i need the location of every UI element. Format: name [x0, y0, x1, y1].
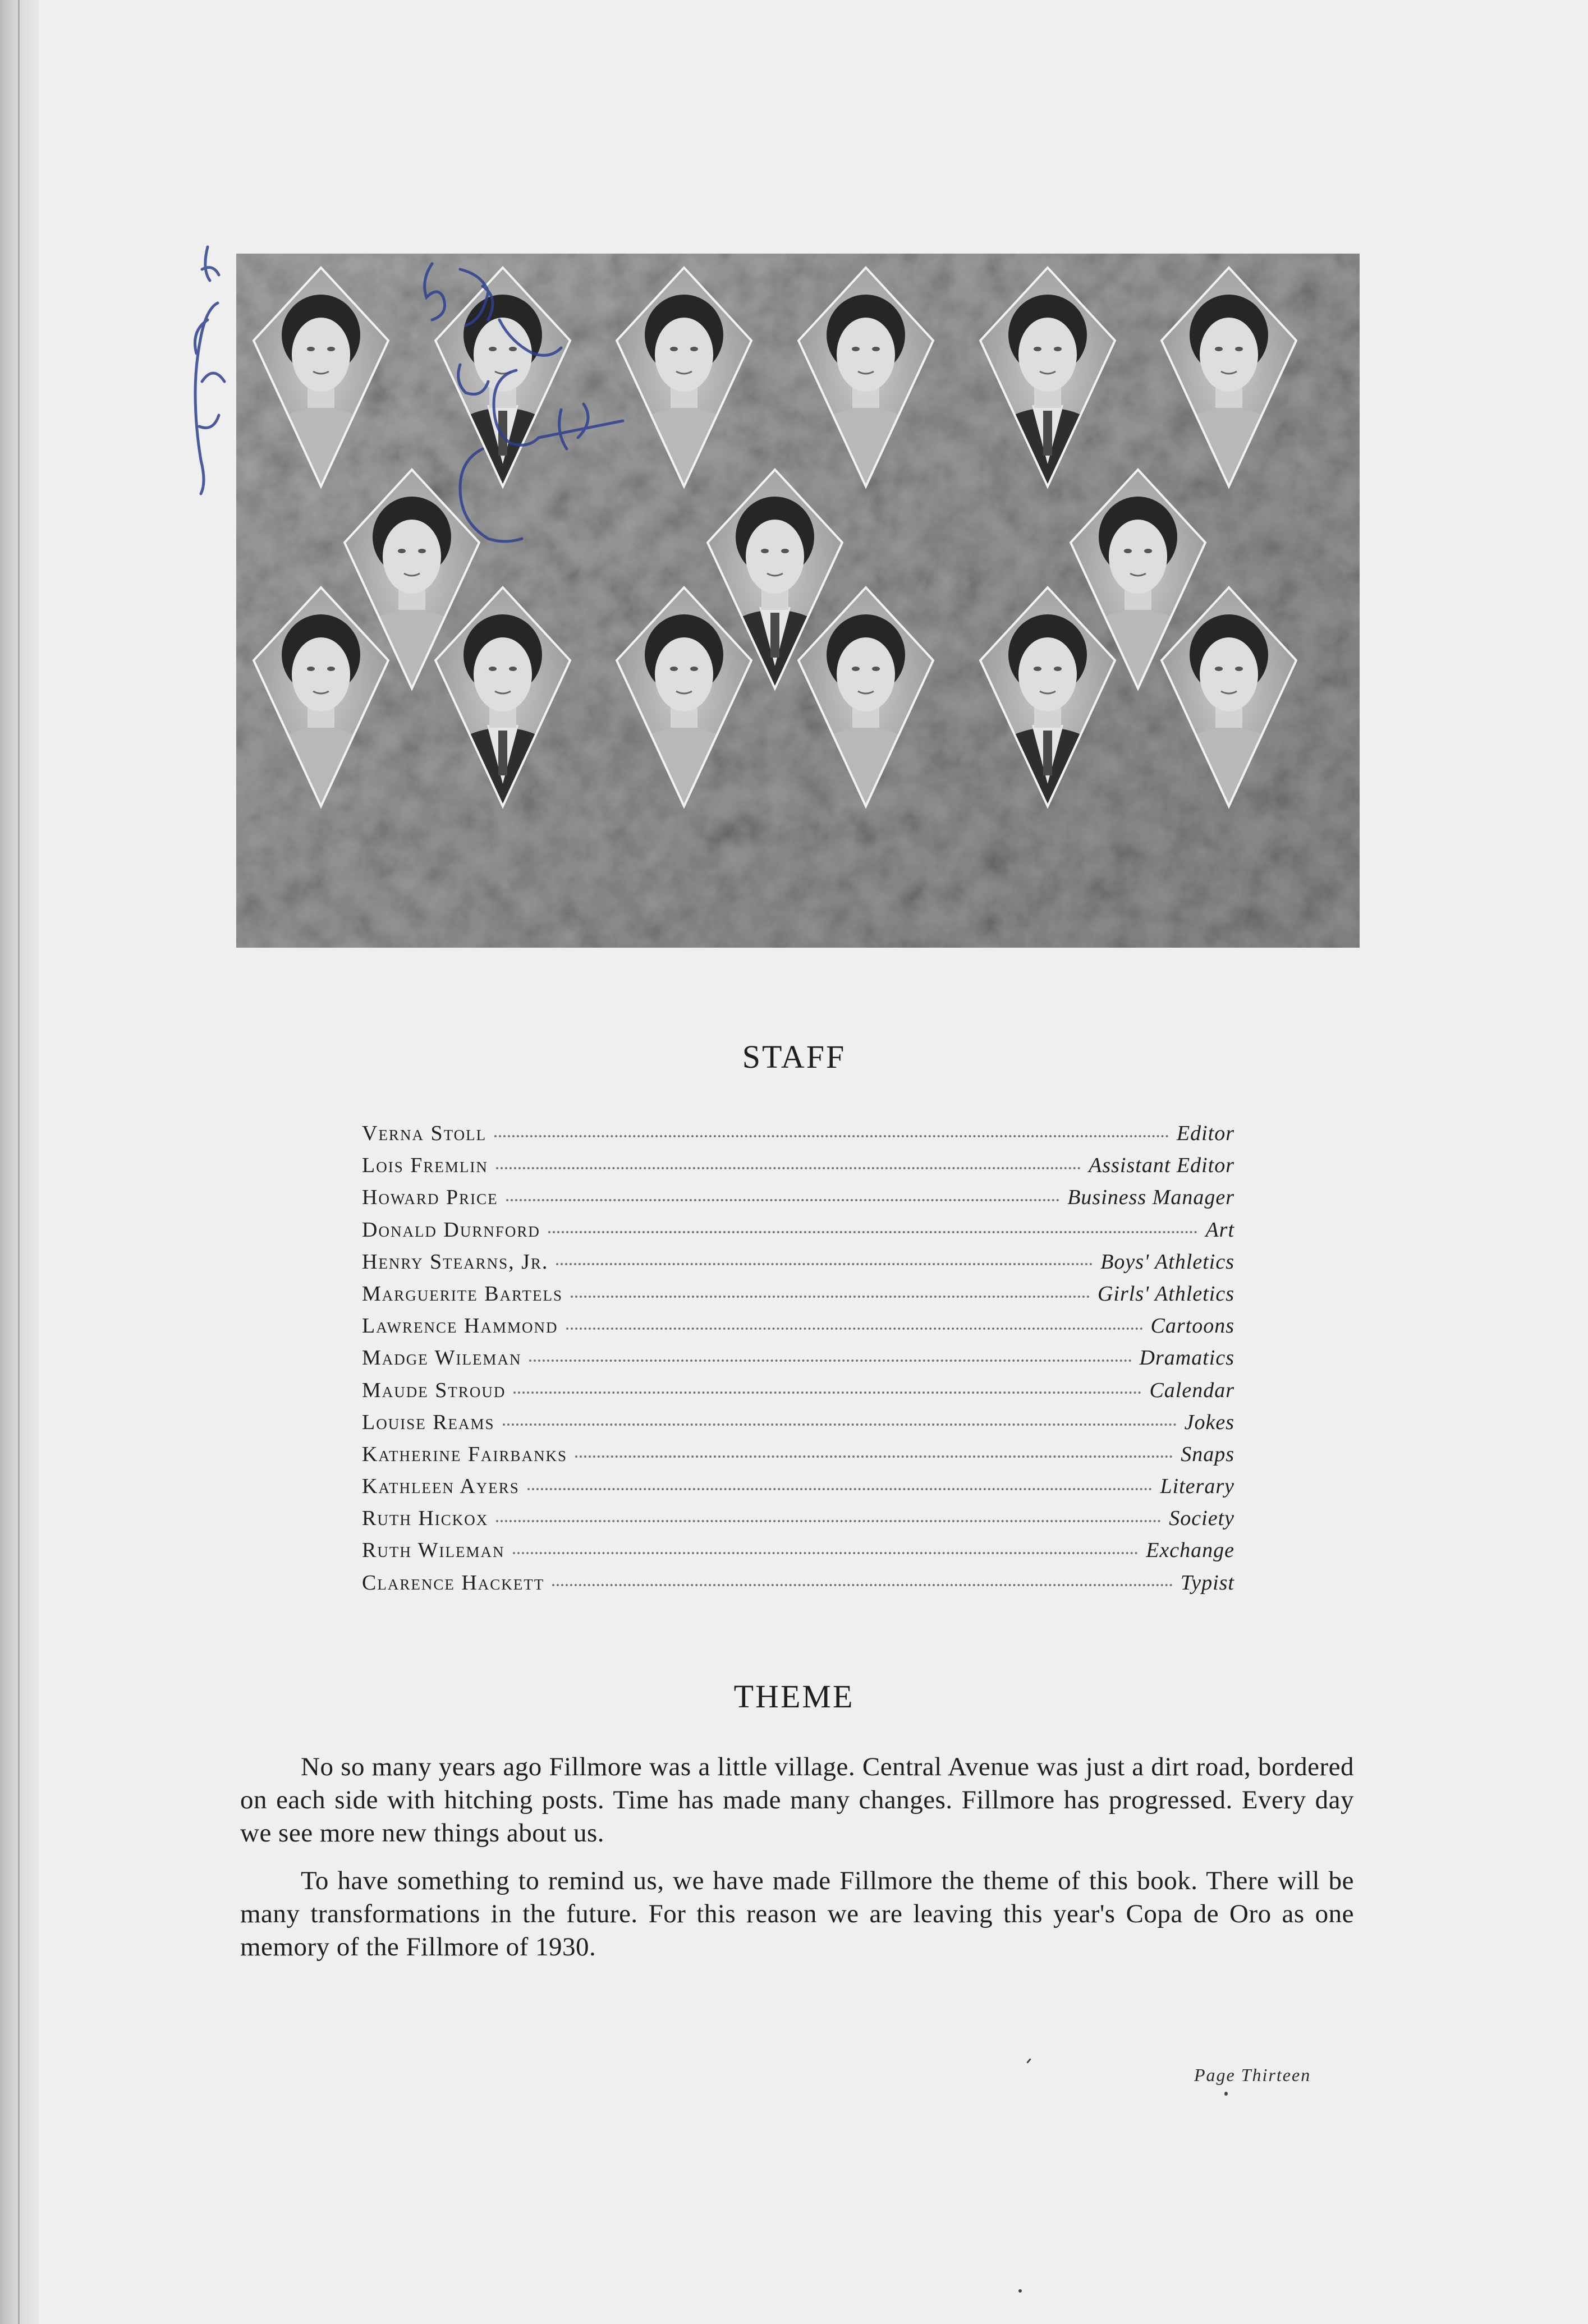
staff-member-role: Society: [1169, 1507, 1234, 1531]
staff-member-role: Exchange: [1146, 1538, 1234, 1563]
staff-row: [362, 1310, 1234, 1342]
dot-leader: [506, 1199, 1060, 1201]
dot-leader: [566, 1328, 1143, 1330]
theme-paragraph: To have something to remind us, we have made Fillmore the theme of this book. There will be many transformations in the future. For this reason we are leaving this year's Copa de Oro as one memory of the Fillmore of 1930.: [240, 1866, 1354, 1962]
page-number: Page Thirteen: [1194, 2065, 1311, 2085]
dot-leader: [548, 1231, 1198, 1233]
ink-speck: [1224, 2092, 1228, 2096]
staff-row: [362, 1246, 1234, 1278]
staff-member-role: Snaps: [1181, 1442, 1234, 1466]
staff-row: [362, 1118, 1234, 1150]
binding-fold-line: [18, 0, 20, 2324]
dot-leader: [513, 1552, 1139, 1554]
staff-member-role: Business Manager: [1067, 1186, 1234, 1210]
staff-member-role: Literary: [1160, 1475, 1234, 1499]
staff-list: [362, 1118, 1234, 1599]
staff-row: [362, 1471, 1234, 1503]
staff-member-name: Henry Stearns, Jr.: [362, 1250, 549, 1274]
staff-member-role: Boys' Athletics: [1100, 1250, 1234, 1274]
dot-leader: [513, 1391, 1141, 1394]
dot-leader: [527, 1488, 1153, 1490]
staff-member-role: Typist: [1180, 1570, 1234, 1595]
staff-member-name: Marguerite Bartels: [362, 1282, 563, 1306]
staff-member-role: Calendar: [1149, 1378, 1234, 1402]
dot-leader: [529, 1360, 1131, 1362]
staff-member-name: Lawrence Hammond: [362, 1314, 558, 1338]
staff-row: [362, 1503, 1234, 1535]
page-binding-edge: [0, 0, 39, 2324]
dot-leader: [503, 1423, 1177, 1426]
staff-member-name: Verna Stoll: [362, 1122, 487, 1145]
staff-row: [362, 1214, 1234, 1246]
staff-member-name: Maude Stroud: [362, 1378, 506, 1402]
ink-speck: [1018, 2289, 1022, 2293]
staff-row: [362, 1375, 1234, 1407]
dot-leader: [556, 1263, 1093, 1265]
theme-heading: THEME: [733, 1678, 855, 1715]
staff-member-name: Ruth Wileman: [362, 1538, 505, 1563]
dot-leader: [552, 1584, 1173, 1586]
staff-member-name: Lois Fremlin: [362, 1154, 488, 1178]
theme-body: [240, 1751, 1354, 1978]
staff-member-role: Girls' Athletics: [1097, 1282, 1234, 1306]
dot-leader: [496, 1520, 1161, 1522]
staff-member-name: Ruth Hickox: [362, 1507, 489, 1531]
staff-member-name: Kathleen Ayers: [362, 1475, 520, 1499]
staff-member-role: Editor: [1176, 1122, 1234, 1145]
staff-heading: STAFF: [742, 1039, 846, 1075]
dot-leader: [571, 1296, 1090, 1298]
staff-row: [362, 1407, 1234, 1439]
staff-row: [362, 1439, 1234, 1471]
staff-member-name: Howard Price: [362, 1186, 498, 1210]
staff-member-role: Art: [1205, 1218, 1234, 1242]
staff-row: [362, 1150, 1234, 1182]
theme-paragraph: No so many years ago Fillmore was a little village. Central Avenue was just a dirt road, bordered on each side with hitching posts. Time has made many changes. Fillmore has progressed. Every day we see more new things about us.: [240, 1752, 1354, 1848]
staff-member-name: Katherine Fairbanks: [362, 1442, 568, 1466]
staff-member-name: Donald Durnford: [362, 1218, 540, 1242]
staff-row: [362, 1278, 1234, 1310]
staff-row: [362, 1342, 1234, 1374]
staff-member-name: Louise Reams: [362, 1410, 495, 1434]
staff-member-role: Assistant Editor: [1089, 1154, 1234, 1178]
dot-leader: [496, 1167, 1081, 1169]
staff-member-name: Madge Wileman: [362, 1346, 522, 1370]
staff-member-name: Clarence Hackett: [362, 1570, 545, 1595]
dot-leader: [494, 1135, 1169, 1137]
staff-row: [362, 1567, 1234, 1599]
staff-member-role: Cartoons: [1150, 1314, 1234, 1338]
staff-member-role: Dramatics: [1139, 1346, 1234, 1370]
staff-member-role: Jokes: [1184, 1410, 1234, 1434]
dot-leader: [575, 1455, 1173, 1458]
staff-row: [362, 1182, 1234, 1214]
staff-row: [362, 1535, 1234, 1567]
